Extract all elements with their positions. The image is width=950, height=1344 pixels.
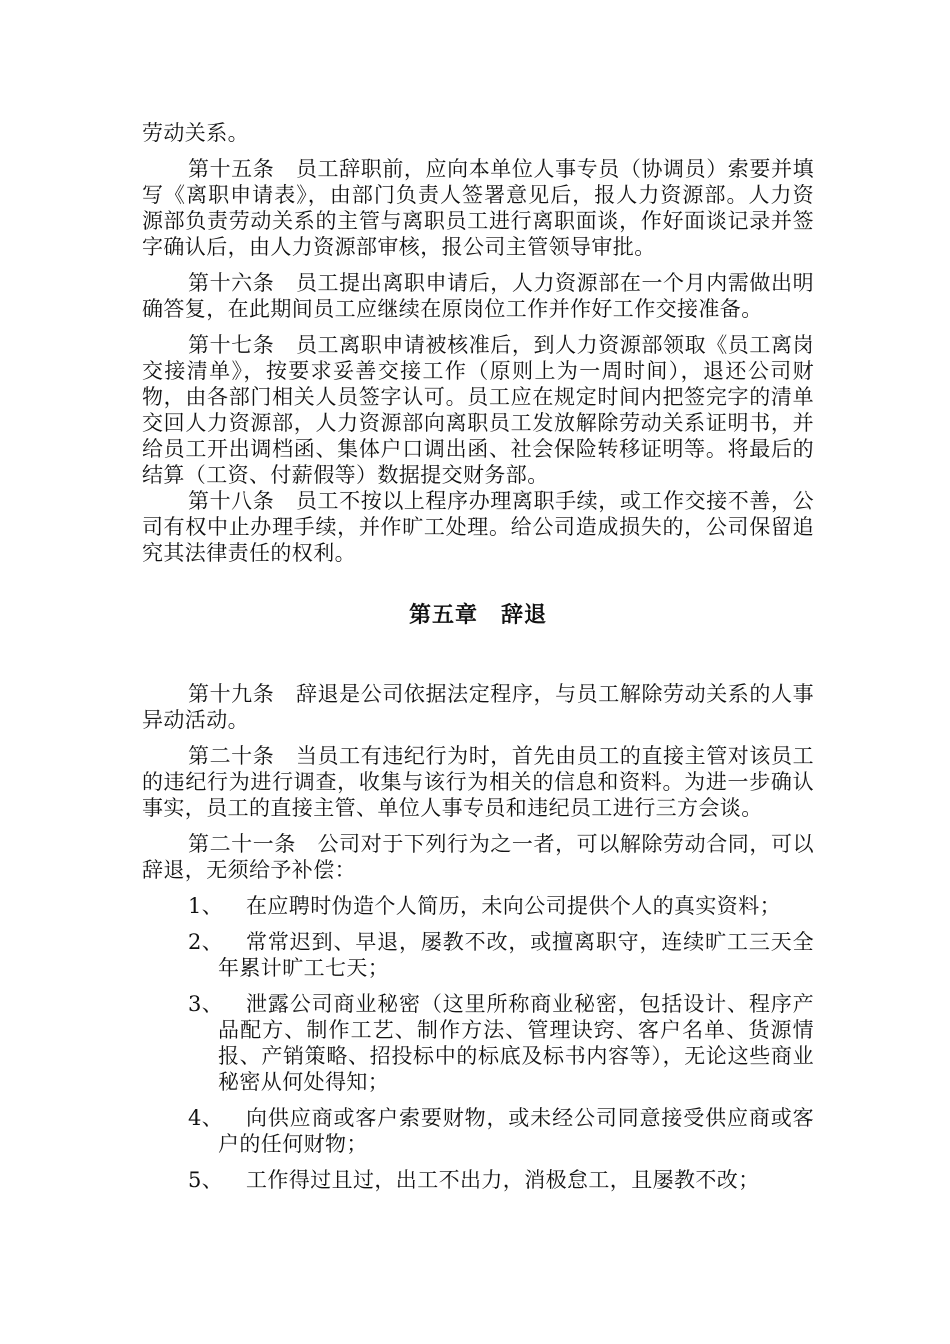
article-16: 第十六条 员工提出离职申请后，人力资源部在一个月内需做出明确答复，在此期间员工应继续在原岗位工作并作好工作交接准备。 [142, 271, 814, 321]
list-item [142, 1167, 814, 1193]
list-item-text: 常常迟到、早退，屡教不改，或擅离职守，连续旷工三天全年累计旷工七天； [218, 930, 814, 980]
list-item-number: 2、 [188, 930, 224, 954]
article-17: 第十七条 员工离职申请被核准后，到人力资源部领取《员工离岗交接清单》，按要求妥善交接工作（原则上为一周时间），退还公司财物，由各部门相关人员签字认可。员工应在规定时间内把签完字的清单交回人力资源部，人力资源部向离职员工发放解除劳动关系证明书，并给员工开出调档函、集体户口调出函、社会保险转移证明等。将最后的结算（工资、付薪假等）数据提交财务部。 [142, 333, 814, 487]
list-item-text: 向供应商或客户索要财物，或未经公司同意接受供应商或客户的任何财物； [218, 1106, 814, 1156]
article-19: 第十九条 辞退是公司依据法定程序，与员工解除劳动关系的人事异动活动。 [142, 682, 814, 732]
list-item-number: 5、 [188, 1168, 224, 1192]
list-item-number: 4、 [188, 1106, 224, 1130]
article-21: 第二十一条 公司对于下列行为之一者，可以解除劳动合同，可以辞退，无须给予补偿： [142, 832, 814, 882]
list-item [142, 991, 814, 1095]
list-item-text: 泄露公司商业秘密（这里所称商业秘密，包括设计、程序产品配方、制作工艺、制作方法、管理诀窍、客户名单、货源情报、产销策略、招投标中的标底及标书内容等），无论这些商业秘密从何处得知； [218, 992, 814, 1094]
list-item-text: 工作得过且过，出工不出力，消极怠工，且屡教不改； [246, 1168, 760, 1192]
article-15: 第十五条 员工辞职前，应向本单位人事专员（协调员）索要并填写《离职申请表》，由部门负责人签署意见后，报人力资源部。人力资源部负责劳动关系的主管与离职员工进行离职面谈，作好面谈记录并签字确认后，由人力资源部审核，报公司主管领导审批。 [142, 157, 814, 259]
chapter-title: 第五章 辞退 [408, 603, 547, 628]
list-item [142, 893, 814, 919]
list-item [142, 1105, 814, 1157]
paragraph-continuation: 劳动关系。 [142, 121, 249, 145]
document-body [142, 120, 814, 1203]
article-18: 第十八条 员工不按以上程序办理离职手续，或工作交接不善，公司有权中止办理手续，并作旷工处理。给公司造成损失的，公司保留追究其法律责任的权利。 [142, 489, 814, 565]
article-20: 第二十条 当员工有违纪行为时，首先由员工的直接主管对该员工的违纪行为进行调查，收集与该行为相关的信息和资料。为进一步确认事实，员工的直接主管、单位人事专员和违纪员工进行三方会谈。 [142, 744, 814, 820]
list-item-number: 3、 [188, 992, 224, 1016]
list-item [142, 929, 814, 981]
list-item-text: 在应聘时伪造个人简历，未向公司提供个人的真实资料； [246, 894, 781, 918]
list-item-number: 1、 [188, 894, 224, 918]
